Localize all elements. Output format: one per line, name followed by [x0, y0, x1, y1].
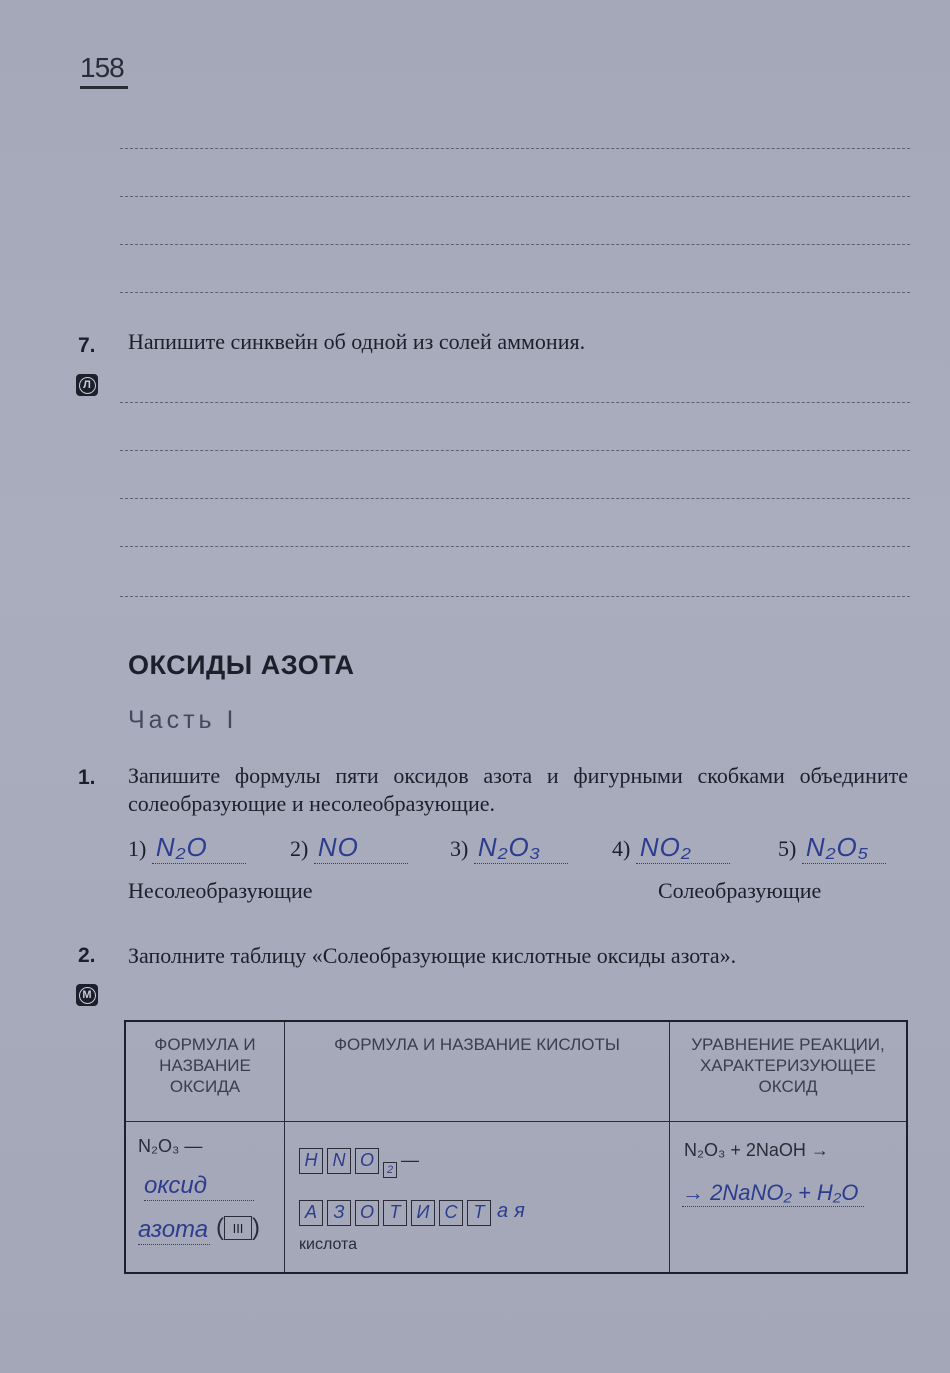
valence-box[interactable]: III: [224, 1216, 252, 1240]
question-2-text: Заполните таблицу «Солеобразующие кислотные оксиды азота».: [128, 943, 737, 968]
oxide-answer-row: [128, 832, 898, 868]
table-header-oxide: ФОРМУЛА И НАЗВАНИЕ ОКСИДА: [125, 1021, 285, 1121]
answer-1-value[interactable]: N₂O: [152, 832, 246, 864]
table-header-acid: ФОРМУЛА И НАЗВАНИЕ КИСЛОТЫ: [285, 1021, 670, 1121]
literacy-badge-icon: Л: [76, 374, 98, 396]
equation-printed: N₂O₃ + 2NaOH →: [684, 1139, 829, 1160]
answer-4: 4) NO₂: [612, 832, 730, 864]
question-1-text: Запишите формулы пяти оксидов азота и фигурными скобками объедините солеобразующие и несолеобразующие.: [128, 763, 908, 816]
answer-line: [120, 546, 910, 547]
answer-1: 1) N₂O: [128, 832, 246, 864]
question-1-number: 1.: [78, 766, 96, 789]
acid-name-box[interactable]: И: [411, 1200, 435, 1226]
acid-word: кислота: [299, 1235, 358, 1253]
acid-subscript-box[interactable]: 2: [383, 1162, 397, 1178]
answer-3-value[interactable]: N₂O₃: [474, 832, 568, 864]
answer-line: [120, 450, 910, 451]
answer-line: [120, 148, 910, 149]
answer-2: 2) NO: [290, 832, 408, 864]
non-salt-forming-label: Несолеобразующие: [128, 878, 313, 903]
oxides-table: [124, 1020, 908, 1274]
answer-line: [120, 196, 910, 197]
table-header-equation: УРАВНЕНИЕ РЕАКЦИИ, ХАРАКТЕРИЗУЮЩЕЕ ОКСИД: [670, 1021, 908, 1121]
acid-formula-box[interactable]: N: [327, 1148, 351, 1174]
question-2-number: 2.: [78, 944, 96, 967]
oxide-name-handwritten-2[interactable]: азота: [138, 1215, 209, 1243]
acid-formula-box[interactable]: O: [355, 1148, 379, 1174]
salt-forming-label: Солеобразующие: [658, 878, 822, 903]
answer-line: [120, 498, 910, 499]
oxide-cell: [125, 1121, 285, 1273]
acid-cell: [285, 1121, 670, 1273]
acid-name-tail-handwritten[interactable]: ая: [497, 1199, 531, 1222]
answer-line: [120, 402, 910, 403]
part-heading: Часть I: [128, 706, 238, 734]
oxide-name-handwritten-1[interactable]: оксид: [144, 1172, 254, 1201]
acid-dash: —: [401, 1149, 419, 1170]
answer-5: 5) N₂O₅: [778, 832, 886, 864]
question-7-text: Напишите синквейн об одной из солей аммония.: [128, 329, 586, 354]
equation-handwritten[interactable]: → 2NaNO₂ + H₂O: [682, 1180, 864, 1207]
acid-formula-box[interactable]: H: [299, 1148, 323, 1174]
acid-name-box[interactable]: Т: [467, 1200, 491, 1226]
answer-line: [120, 596, 910, 597]
acid-name-box[interactable]: О: [355, 1200, 379, 1226]
answer-4-value[interactable]: NO₂: [636, 832, 730, 864]
answer-2-value[interactable]: NO: [314, 832, 408, 864]
answer-3: 3) N₂O₃: [450, 832, 568, 864]
page-number: 158: [80, 52, 128, 89]
answer-line: [120, 244, 910, 245]
oxide-formula: N₂O₃ —: [138, 1135, 203, 1156]
acid-name-box[interactable]: З: [327, 1200, 351, 1226]
acid-name-boxes: [299, 1200, 531, 1226]
acid-name-box[interactable]: А: [299, 1200, 323, 1226]
equation-cell: [670, 1121, 908, 1273]
method-badge-icon: М: [76, 984, 98, 1006]
question-7-number: 7.: [78, 334, 96, 357]
acid-name-box[interactable]: С: [439, 1200, 463, 1226]
answer-line: [120, 292, 910, 293]
acid-name-box[interactable]: Т: [383, 1200, 407, 1226]
acid-formula-boxes: [299, 1148, 419, 1178]
answer-5-value[interactable]: N₂O₅: [802, 832, 886, 864]
section-title: ОКСИДЫ АЗОТА: [128, 650, 355, 680]
valence-bracket: ( III ): [216, 1213, 260, 1241]
